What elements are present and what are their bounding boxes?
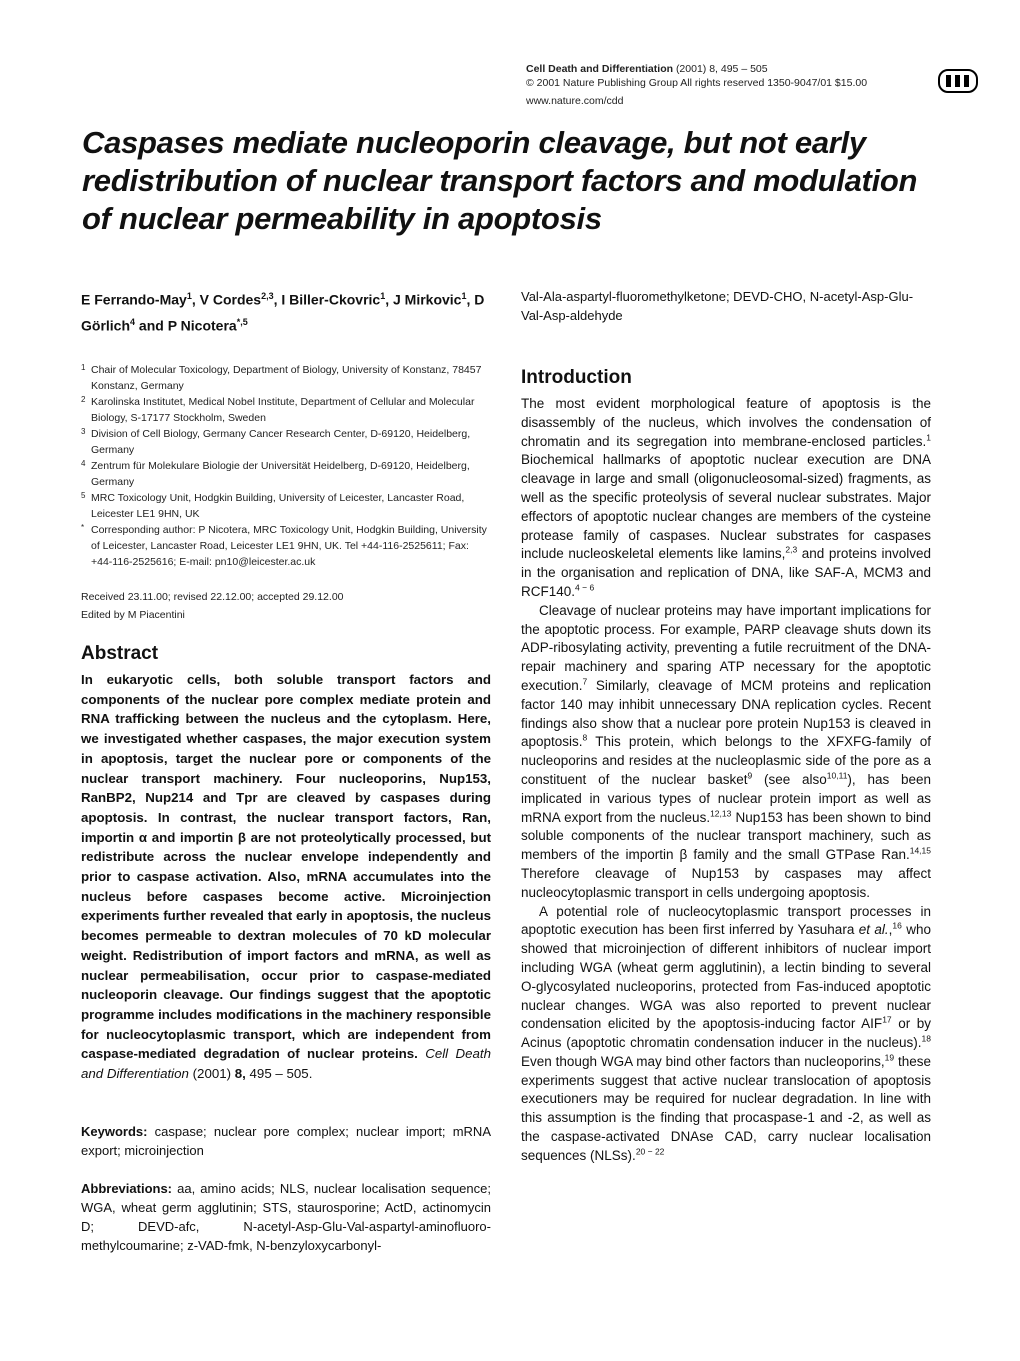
- reference-superscript: 20 − 22: [635, 1146, 665, 1157]
- affiliation-item: [81, 426, 491, 458]
- citation-journal: Cell Death and Differentiation: [81, 1046, 491, 1082]
- affiliation-item: [81, 490, 491, 522]
- title-line: of nuclear permeability in apoptosis: [82, 201, 602, 236]
- title-line: redistribution of nuclear transport factors and modulation: [82, 163, 918, 198]
- publisher-logo-icon: [938, 69, 978, 93]
- affiliation-item: [81, 394, 491, 426]
- abstract-body: [81, 670, 491, 1084]
- abbreviations-label: Abbreviations:: [81, 1181, 173, 1196]
- reference-superscript: 8: [582, 732, 588, 743]
- article-title: [82, 124, 942, 238]
- abbreviations-text: aa, amino acids; NLS, nuclear localisation sequence; WGA, wheat germ agglutinin; STS, staurosporine; ActD, actinomycin D; DEVD-afc, N-acetyl-Asp-Glu-Val-aspartyl-aminofluoro-methylcoumarine; z-VAD-fmk, N-benzyloxycarbonyl-: [81, 1181, 491, 1253]
- article-dates: [81, 588, 491, 624]
- author-list: [81, 285, 491, 336]
- affiliation-number: 2: [81, 395, 86, 405]
- journal-issue: (2001) 8, 495 – 505: [675, 63, 768, 75]
- introduction-heading: Introduction: [521, 367, 632, 388]
- abstract-heading: Abstract: [81, 643, 159, 664]
- affiliation-number: *: [81, 523, 85, 533]
- affiliation-text: Karolinska Institutet, Medical Nobel Institute, Department of Cellular and Molecular Biology, S-17177 Stockholm, Sweden: [91, 396, 475, 425]
- introduction-body: [521, 395, 931, 1166]
- citation-year: (2001): [188, 1066, 235, 1082]
- author-superscript: 1: [186, 291, 192, 301]
- reference-superscript: 10,11: [826, 770, 848, 781]
- affiliation-list: [81, 362, 491, 570]
- journal-name: Cell Death and Differentiation: [526, 63, 674, 75]
- reference-superscript: 7: [582, 676, 588, 687]
- affiliation-text: Zentrum für Molekulare Biologie der Universität Heidelberg, D-69120, Heidelberg, Germany: [91, 460, 470, 489]
- reference-superscript: 12,13: [710, 808, 732, 819]
- keywords-label: Keywords:: [81, 1124, 148, 1139]
- abbreviations: [81, 1179, 491, 1255]
- keywords: [81, 1122, 491, 1160]
- edited-by: Edited by M Piacentini: [81, 609, 185, 622]
- author-name: , I Biller-Ckovric: [273, 291, 381, 308]
- reference-superscript: 16: [892, 920, 902, 931]
- journal-url[interactable]: www.nature.com/cdd: [526, 95, 624, 107]
- keywords-text: caspase; nuclear pore complex; nuclear import; mRNA export; microinjection: [81, 1124, 491, 1158]
- abstract-text: In eukaryotic cells, both soluble transport factors and components of the nuclear pore complex mediate protein and RNA trafficking between the nucleus and the cytoplasm. Here, we investigated whether caspases, the major execution system in apoptosis, target the nuclear pore or components of the nuclear transport machinery. Four nucleoporins, Nup153, RanBP2, Nup214 and Tpr are cleaved by caspases during apoptosis. In contrast, the nuclear transport factors, Ran, importin α and importin β are not proteolytically processed, but redistribute across the nuclear envelope independently and prior to caspase activation. Also, mRNA accumulates into the nucleus before caspases become active. Microinjection experiments further revealed that early in apoptosis, the nucleus becomes permeable to dextran molecules of 70 kD molecular weight. Redistribution of import factors and mRNA, as well as nuclear permeabilisation, occur prior to caspase-mediated nucleoporin cleavage. Our findings suggest that the apoptotic programme includes modifications in the machinery responsible for nucleocytoplasmic transport, which are independent from caspase-mediated degradation of nuclear proteins.: [81, 672, 491, 1062]
- affiliation-number: 3: [81, 427, 86, 437]
- author-name: , D Görlich: [81, 291, 485, 334]
- title-line: Caspases mediate nucleoporin cleavage, but not early: [82, 125, 866, 160]
- abbreviations-continued: Val-Ala-aspartyl-fluoromethylketone; DEVD-CHO, N-acetyl-Asp-Glu-Val-Asp-aldehyde: [521, 289, 914, 323]
- paragraph: A potential role of nucleocytoplasmic transport processes in apoptotic execution has been first inferred by Yasuhara et al.,$^{16}$ who showed that microinjection of different inhibitors of nuclear import including WGA (wheat germ agglutinin), a lectin binding to several O-glycosylated nucleoporins, protected from Fas-induced apoptotic nuclear changes. WGA was also reported to prevent nuclear condensation elicited by the apoptosis-inducing factor AIF$^{17}$ or by Acinus (apoptotic chromatin condensation inducer in the nucleus).$^{18}$ Even though WGA may bind other factors than nucleoporins,$^{19}$ these experiments suggest that active nuclear translocation of apoptosis executioners may be required for nuclear degradation. In line with this assumption is the finding that procaspase-1 and -2, as well as the caspase-activated DNAse CAD, carry nuclear localisation sequences (NLSs).$^{20 - 22}$: [521, 903, 931, 1163]
- journal-copyright: © 2001 Nature Publishing Group All rights reserved 1350-9047/01 $15.00: [526, 77, 868, 89]
- reference-superscript: 2,3: [785, 544, 798, 555]
- author-superscript: *,5: [236, 316, 248, 327]
- author-name: , J Mirkovic: [385, 291, 462, 308]
- affiliation-text: MRC Toxicology Unit, Hodgkin Building, University of Leicester, Lancaster Road, Leicester LE1 9HN, UK: [91, 492, 465, 521]
- reference-superscript: 19: [884, 1052, 895, 1063]
- reference-superscript: 4 − 6: [575, 582, 595, 593]
- affiliation-text: Chair of Molecular Toxicology, Department of Biology, University of Konstanz, 78457 Konstanz, Germany: [91, 364, 482, 393]
- affiliation-number: 5: [81, 491, 86, 501]
- affiliation-text: Corresponding author: P Nicotera, MRC Toxicology Unit, Hodgkin Building, University of Leicester, Lancaster Road, Leicester LE1 9HN, UK. Tel +44-116-2525611; Fax: +44-116-2525616; E-mail: pn10@leicester.ac.uk: [91, 524, 487, 569]
- received-dates: Received 23.11.00; revised 22.12.00; accepted 29.12.00: [81, 591, 344, 604]
- affiliation-item: [81, 458, 491, 490]
- reference-superscript: 17: [882, 1014, 892, 1025]
- author-block: [81, 285, 491, 624]
- author-superscript: 1: [461, 291, 467, 301]
- author-name: and P Nicotera: [135, 317, 237, 334]
- paragraph: Cleavage of nuclear proteins may have important implications for the apoptotic process. For example, PARP cleavage shuts down its ADP-ribosylating activity, preventing a futile recruitment of the DNA-repair machinery and sparing ATP necessary for the apoptotic execution.$^7$ Similarly, cleavage of MCM proteins and replication factor 140 may inhibit unnecessary DNA replication cycles. Recent findings also show that a nuclear pore protein Nup153 is cleaved in apoptosis.$^8$ This protein, which belongs to the XFXFG-family of nucleoporins and resides at the nucleoplasmic side of the pore as a constituent of the nuclear basket$^9$ (see also$^{10,11}$), has been implicated in various types of nuclear protein import as well as mRNA export from the nucleus.$^{12,13}$ Nup153 has been shown to bind soluble components of the nuclear transport machinery, such as members of the importin β family and the small GTPase Ran.$^{14,15}$ Therefore cleavage of Nup153 by caspases may affect nucleocytoplasmic transport in cells undergoing apoptosis.: [521, 602, 932, 900]
- author-superscript: 1: [380, 291, 386, 301]
- reference-superscript: 14,15: [909, 845, 931, 856]
- author-name: , V Cordes: [191, 291, 262, 308]
- citation-pages: 495 – 505.: [245, 1066, 313, 1082]
- affiliation-number: 1: [81, 363, 86, 373]
- author-name: E Ferrando-May: [81, 291, 187, 308]
- reference-superscript: 18: [921, 1033, 931, 1044]
- affiliation-item: [81, 522, 491, 570]
- affiliation-text: Division of Cell Biology, Germany Cancer Research Center, D-69120, Heidelberg, Germany: [91, 428, 471, 457]
- reference-superscript: 9: [747, 770, 753, 781]
- affiliation-item: [81, 362, 491, 394]
- journal-header: [526, 62, 926, 108]
- author-superscript: 2,3: [261, 291, 274, 301]
- citation-volume: 8,: [234, 1066, 246, 1082]
- affiliation-number: 4: [81, 459, 86, 469]
- et-al: et al.: [858, 922, 889, 938]
- reference-superscript: 1: [926, 432, 931, 443]
- paragraph: The most evident morphological feature of apoptosis is the disassembly of the nucleus, which involves the condensation of chromatin and its segregation into membrane-enclosed particles.$^1$ Biochemical hallmarks of apoptotic nuclear execution are DNA cleavage in large and small (oligonucleosomal-sized) fragments, as well as the specific proteolysis of several nuclear substrates. Major effectors of apoptotic nuclear changes are members of the cysteine protease family of caspases. Nuclear substrates for caspases include nucleoskeletal elements like lamins,$^{2,3}$ and proteins involved in the organisation and replication of DNA, like SAF-A, MCM3 and RCF140.$^{4 - 6}$: [521, 396, 931, 599]
- author-superscript: 4: [130, 316, 136, 327]
